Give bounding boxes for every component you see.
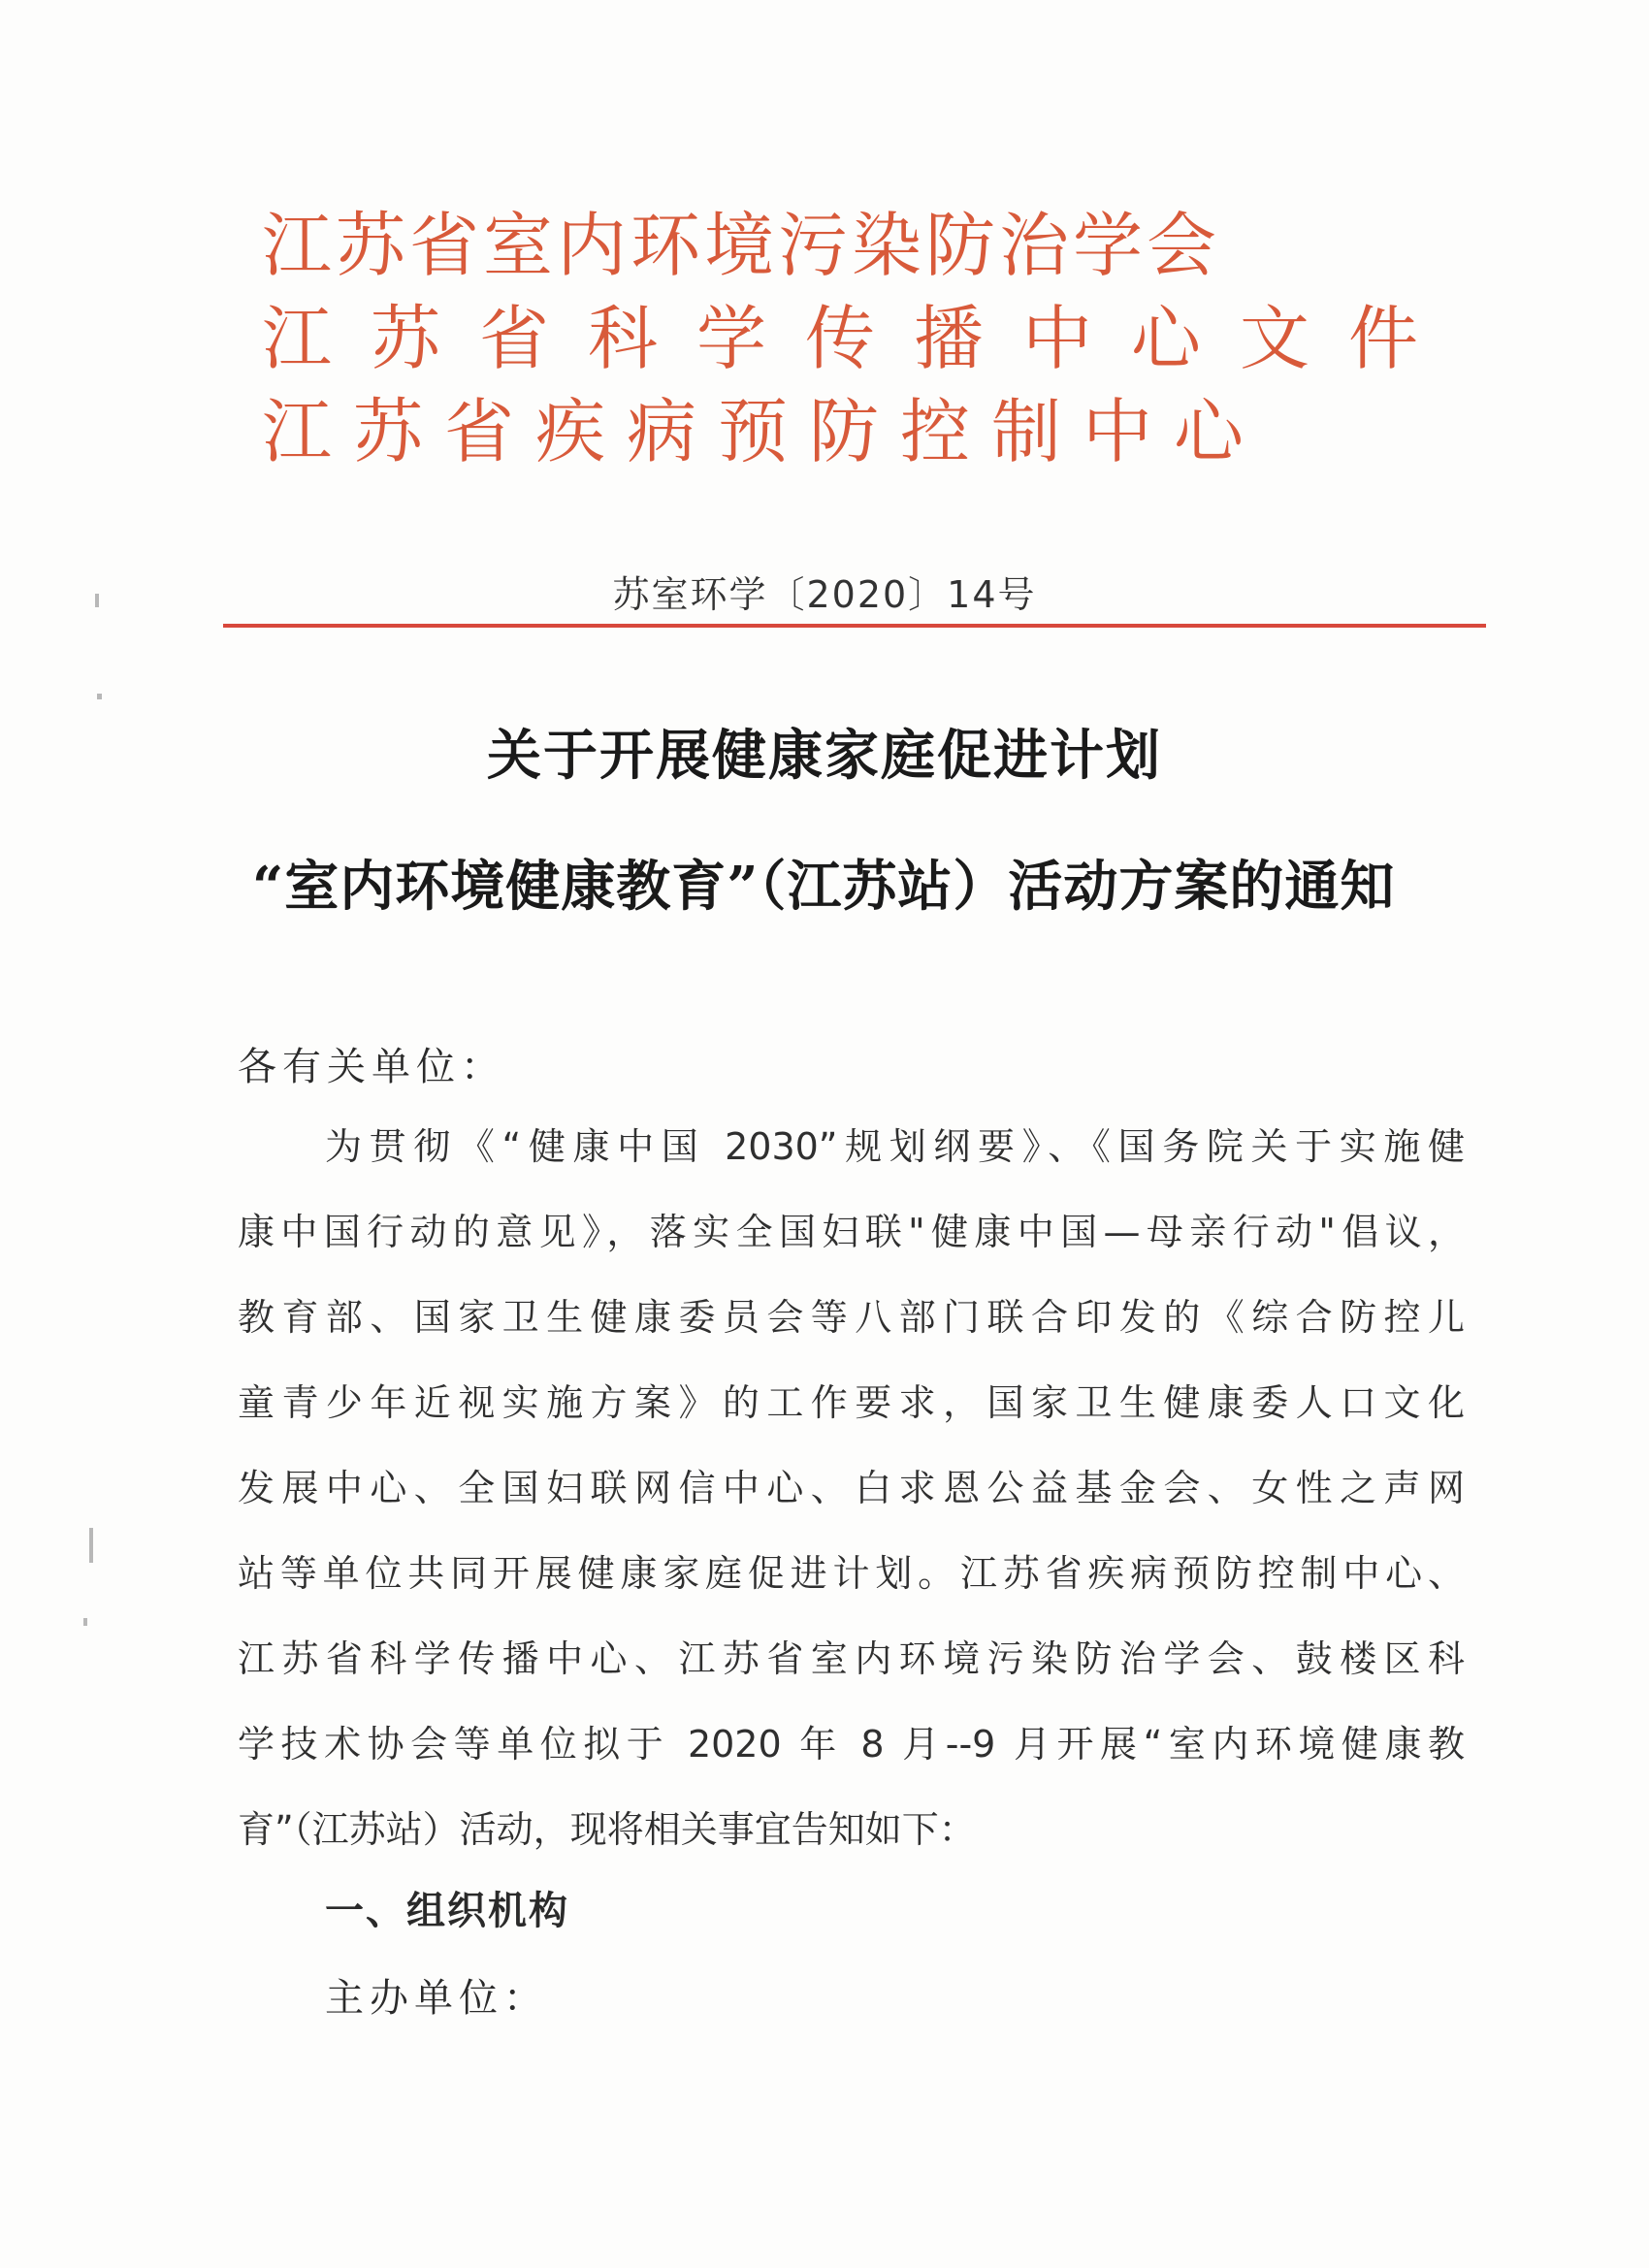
scan-mark	[83, 1618, 87, 1626]
paragraph-line: 育”（江苏站）活动，现将相关事宜告知如下：	[238, 1808, 976, 1851]
paragraph-line: 站等单位共同开展健康家庭促进计划。江苏省疾病预防控制中心、	[238, 1552, 1465, 1595]
issuing-organizations	[262, 199, 1465, 478]
scan-mark	[97, 694, 102, 699]
issuer-line: 江苏省疾病预防控制中心	[262, 391, 1266, 472]
section-heading: 一、组织机构	[325, 1889, 569, 1933]
subsection-label: 主办单位：	[325, 1976, 548, 2021]
paragraph-line: 康中国行动的意见》，落实全国妇联"健康中国—母亲行动"倡议，	[238, 1211, 1465, 1253]
paragraph-line: 童青少年近视实施方案》的工作要求，国家卫生健康委人口文化	[238, 1381, 1465, 1424]
paragraph-line: 教育部、国家卫生健康委员会等八部门联合印发的《综合防控儿	[238, 1296, 1465, 1339]
issuer-line: 江苏省室内环境污染防治学会	[262, 205, 1221, 286]
document-title-line-1: 关于开展健康家庭促进计划	[487, 724, 1162, 788]
salutation: 各有关单位：	[238, 1045, 505, 1089]
paragraph-line: 发展中心、全国妇联网信中心、白求恩公益基金会、女性之声网	[238, 1467, 1465, 1509]
document-number: 苏室环学〔2020〕14号	[612, 573, 1037, 616]
document-title-line-2: “室内环境健康教育”（江苏站）活动方案的通知	[252, 855, 1396, 919]
paragraph-line: 学技术协会等单位拟于 2020 年 8 月--9 月开展“室内环境健康教	[238, 1723, 1465, 1766]
issuer-line: 江苏省科学传播中心文件	[262, 298, 1458, 379]
red-divider-line	[223, 624, 1486, 628]
scan-mark	[89, 1528, 93, 1563]
paragraph-line: 江苏省科学传播中心、江苏省室内环境污染防治学会、鼓楼区科	[238, 1637, 1465, 1680]
paragraph-line: 为贯彻《“健康中国 2030”规划纲要》、《国务院关于实施健	[325, 1125, 1465, 1168]
